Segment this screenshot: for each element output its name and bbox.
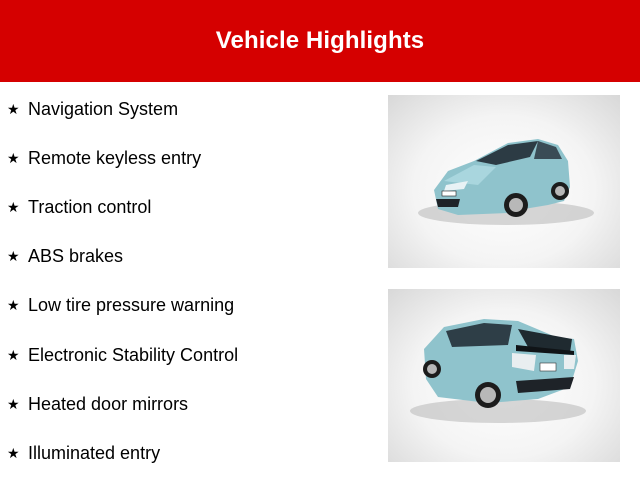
star-icon: ★ [7, 248, 20, 264]
feature-label: Low tire pressure warning [28, 295, 235, 315]
star-icon: ★ [7, 199, 20, 215]
header-bar [0, 0, 640, 82]
feature-label: Electronic Stability Control [28, 345, 239, 365]
page-title: Vehicle Highlights [215, 27, 425, 54]
star-icon: ★ [7, 445, 20, 461]
car-front-image [388, 95, 620, 268]
feature-label: Navigation System [28, 99, 179, 119]
star-icon: ★ [7, 101, 20, 117]
feature-label: Illuminated entry [28, 443, 161, 463]
feature-label: Heated door mirrors [28, 394, 189, 414]
vehicle-photo-rear[interactable] [388, 289, 620, 462]
star-icon: ★ [7, 396, 20, 412]
feature-label: Remote keyless entry [28, 148, 202, 168]
car-rear-image [388, 289, 620, 462]
vehicle-photo-front[interactable] [388, 95, 620, 268]
feature-label: ABS brakes [28, 246, 124, 266]
star-icon: ★ [7, 347, 20, 363]
feature-label: Traction control [28, 197, 152, 217]
star-icon: ★ [7, 297, 20, 313]
star-icon: ★ [7, 150, 20, 166]
